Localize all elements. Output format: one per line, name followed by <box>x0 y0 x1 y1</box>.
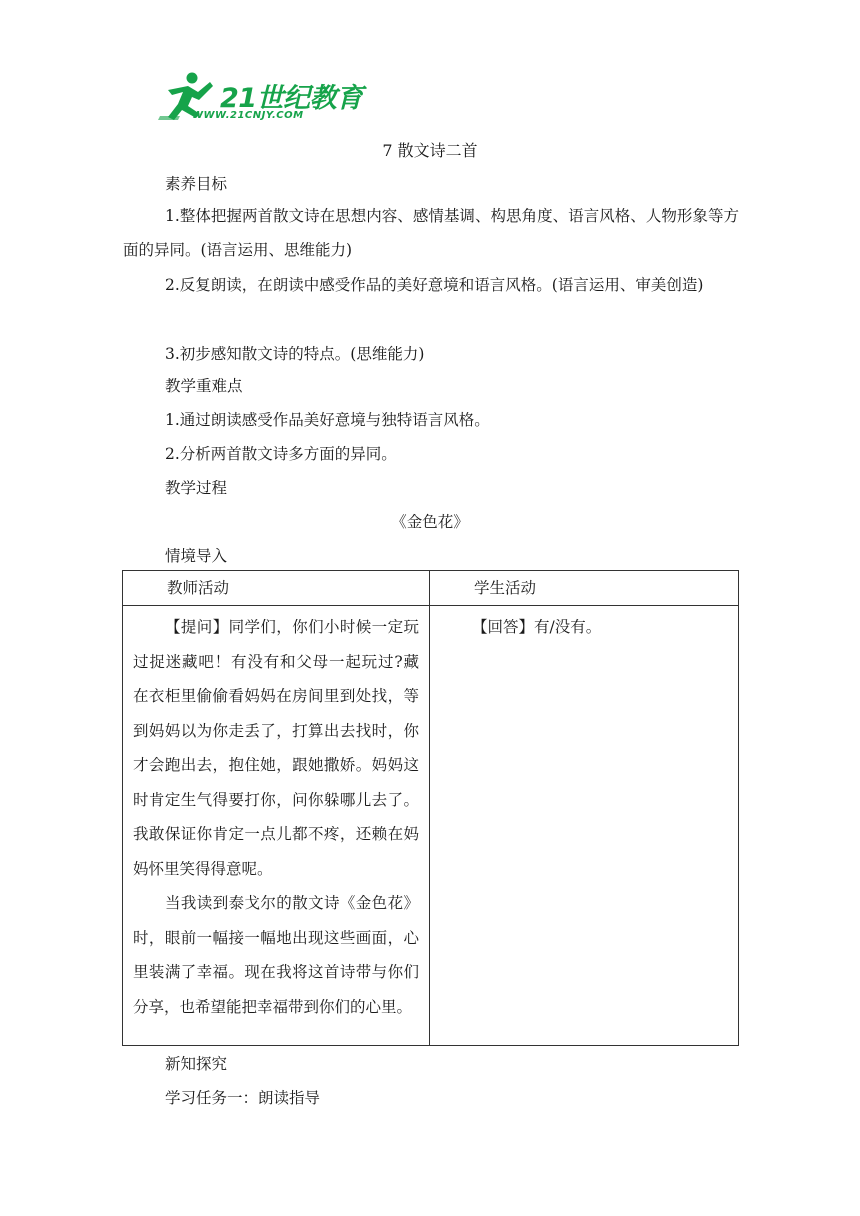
teacher-paragraph-2: 当我读到泰戈尔的散文诗《金色花》时，眼前一幅接一幅地出现这些画面，心里装满了幸福。现在我将这首诗带与你们分享，也希望能把幸福带到你们的心里。 <box>133 894 419 1016</box>
goal-item-3: 3.初步感知散文诗的特点。(思维能力) <box>165 345 425 363</box>
student-activity-cell <box>430 606 739 1046</box>
section-heading-new: 新知探究 <box>165 1055 228 1073</box>
brand-url: WWW.21CNJY.COM <box>192 110 304 121</box>
lesson-subtitle: 《金色花》 <box>391 513 469 531</box>
student-answer: 【回答】有/没有。 <box>472 618 602 636</box>
section-heading-goals: 素养目标 <box>165 175 228 193</box>
activity-table <box>122 570 739 1046</box>
brand-logo <box>158 70 368 128</box>
teacher-paragraph-1: 【提问】同学们，你们小时候一定玩过捉迷藏吧！有没有和父母一起玩过?藏在衣柜里偷偷看妈妈在房间里到处找，等到妈妈以为你走丢了，打算出去找时，你才会跑出去，抱住她，跟她撒娇。妈妈这时肯定生气得要打你，问你躲哪儿去了。我敢保证你肯定一点儿都不疼，还赖在妈妈怀里笑得得意呢。 <box>133 618 419 878</box>
table-row <box>123 606 739 1046</box>
header-student: 学生活动 <box>430 571 739 606</box>
section-heading-process: 教学过程 <box>165 479 228 497</box>
page-title: 7 散文诗二首 <box>382 141 478 160</box>
section-heading-key-points: 教学重难点 <box>165 377 243 395</box>
table-header-row <box>123 571 739 606</box>
brand-name: 21世纪教育 <box>220 83 363 114</box>
header-teacher: 教师活动 <box>123 571 430 606</box>
goal-item-2: 2.反复朗读，在朗读中感受作品的美好意境和语言风格。(语言运用、审美创造) <box>165 276 704 294</box>
key-point-1: 1.通过朗读感受作品美好意境与独特语言风格。 <box>165 411 490 429</box>
section-heading-intro: 情境导入 <box>165 547 228 565</box>
teacher-activity-cell <box>123 606 430 1046</box>
goal-item-1: 1.整体把握两首散文诗在思想内容、感情基调、构思角度、语言风格、人物形象等方面的异同。(语言运用、思维能力) <box>123 207 739 259</box>
task-one-heading: 学习任务一：朗读指导 <box>165 1089 321 1107</box>
key-point-2: 2.分析两首散文诗多方面的异同。 <box>165 445 397 463</box>
